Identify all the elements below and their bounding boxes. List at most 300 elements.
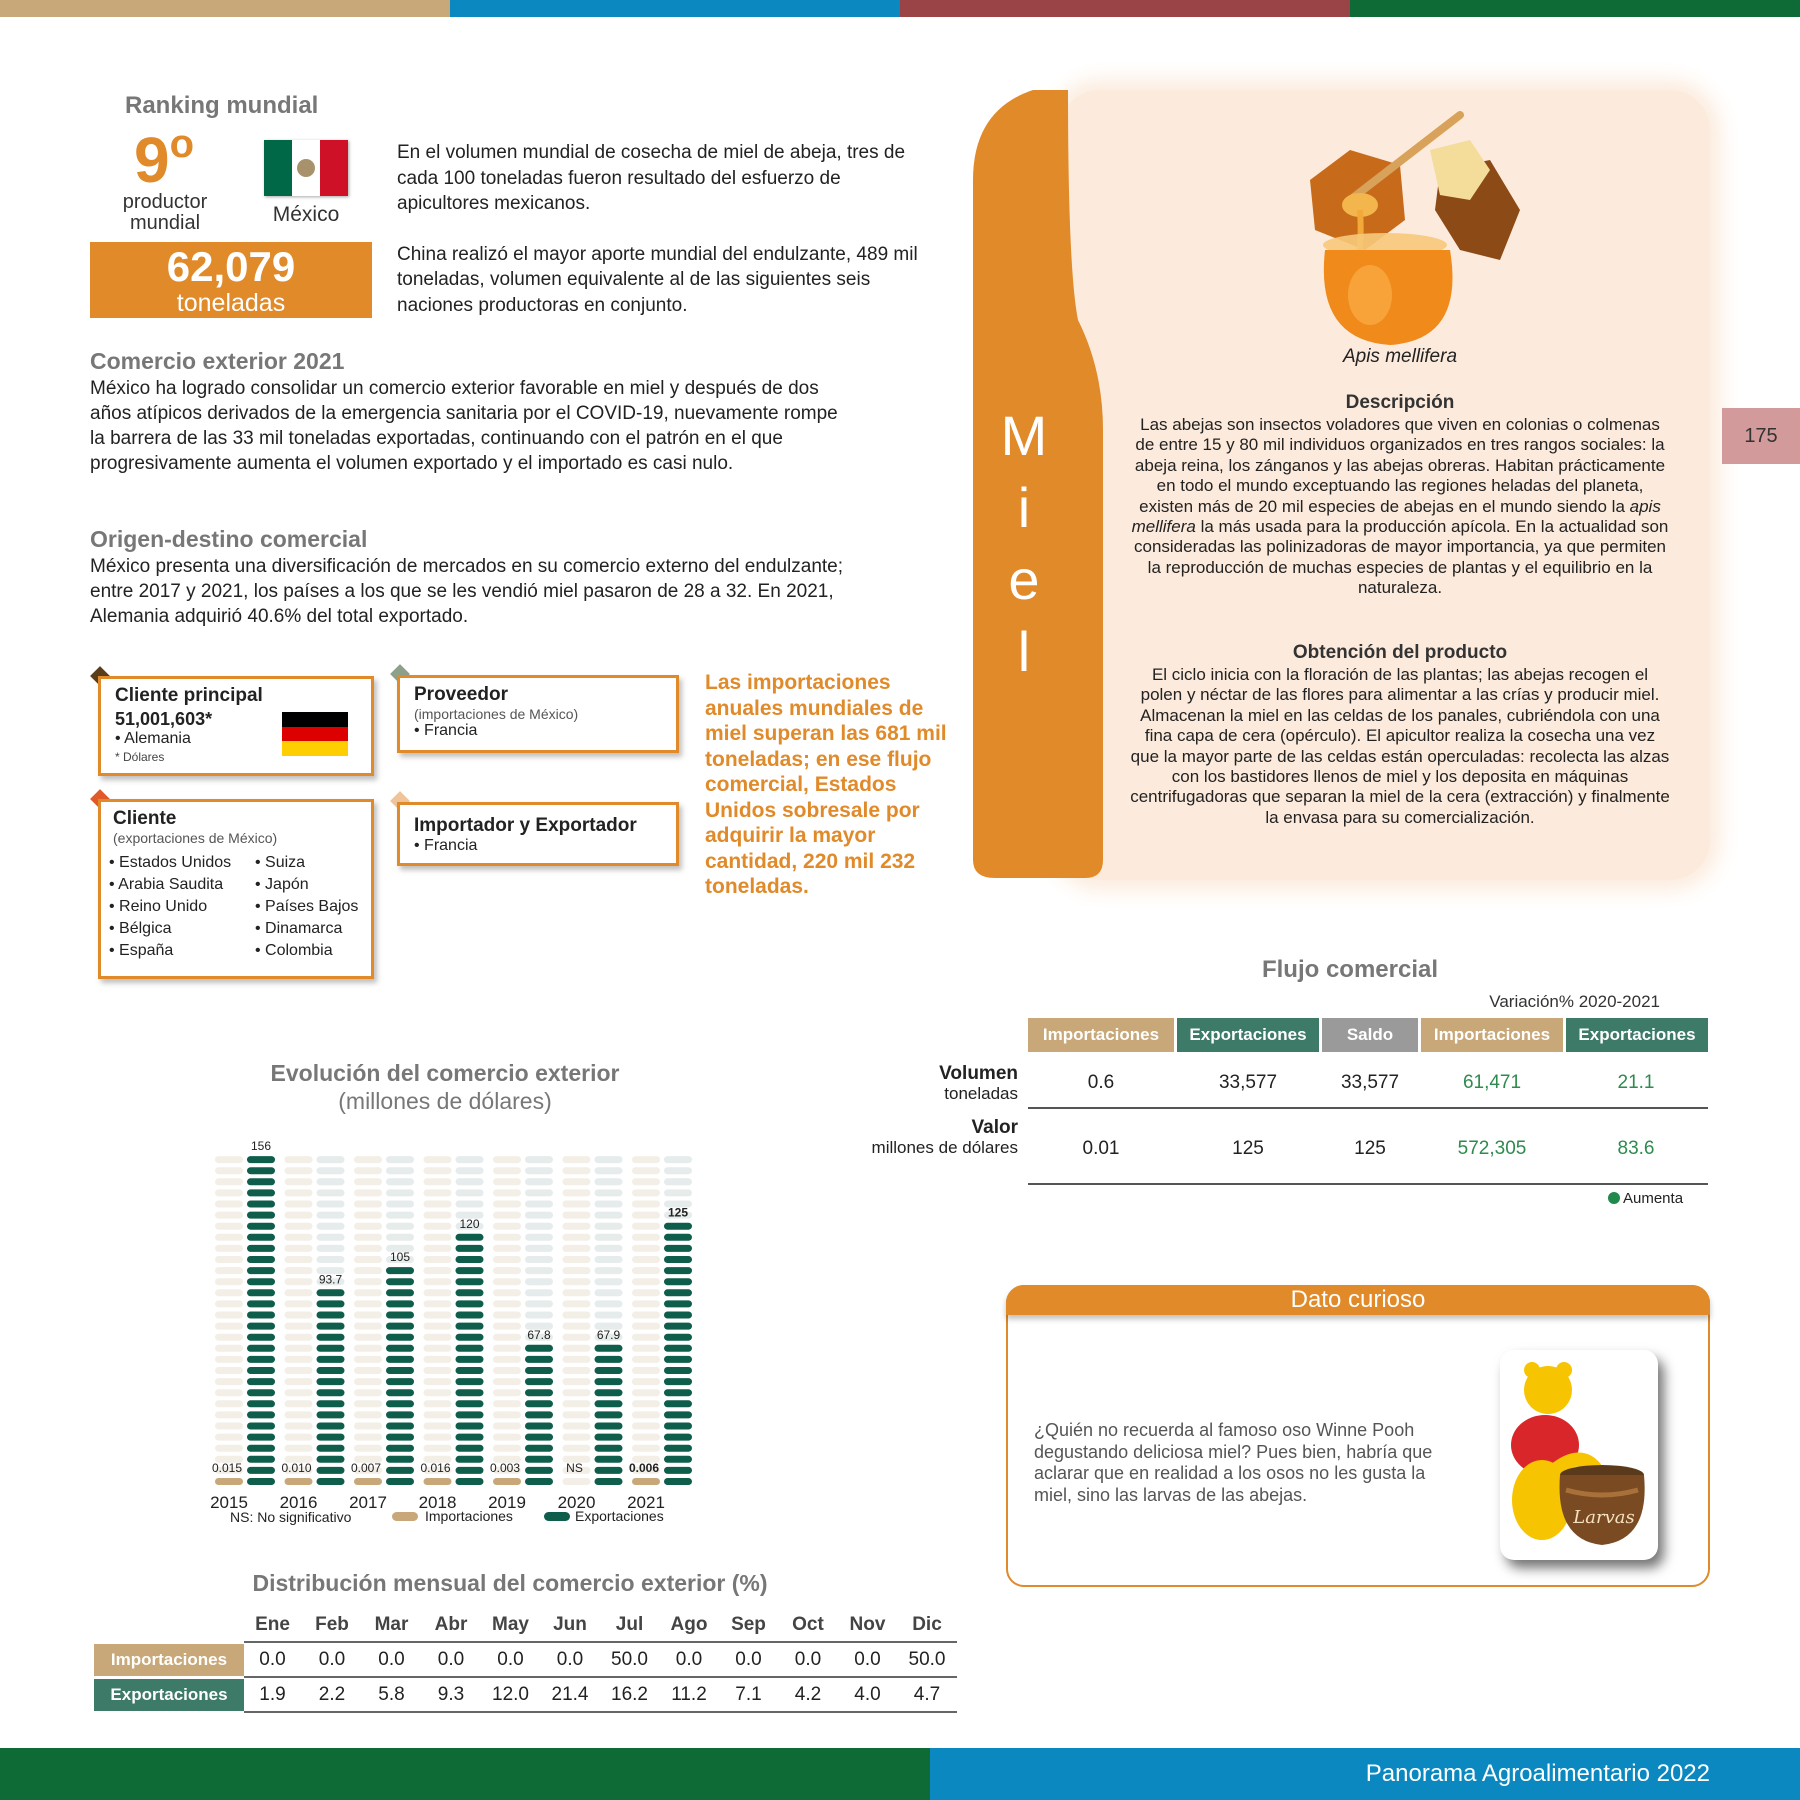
import-pill [632, 1367, 660, 1374]
import-pill [354, 1367, 382, 1374]
export-pill [664, 1256, 692, 1263]
import-pill [493, 1367, 521, 1374]
chart-subtitle: (millones de dólares) [338, 1088, 552, 1114]
export-pill [247, 1300, 275, 1307]
trade-evolution-chart [195, 1128, 715, 1538]
cliente-box [98, 799, 374, 979]
year-label: 2018 [418, 1493, 457, 1512]
export-pill [317, 1434, 345, 1441]
import-pill [563, 1389, 591, 1396]
export-pill [247, 1256, 275, 1263]
strip-blue [450, 0, 900, 17]
export-pill [456, 1378, 484, 1385]
export-pill [317, 1478, 345, 1485]
mensual-cell: 4.0 [854, 1684, 881, 1705]
year-label: 2020 [557, 1493, 596, 1512]
import-pill [285, 1356, 313, 1363]
export-pill [456, 1456, 484, 1463]
export-pill [247, 1334, 275, 1341]
export-pill [317, 1367, 345, 1374]
export-pill [386, 1167, 414, 1174]
flujo-cell: 125 [1232, 1138, 1264, 1159]
import-pill [354, 1245, 382, 1252]
list-item: • Arabia Saudita [109, 876, 224, 893]
chart-title: Evolución del comercio exterior [270, 1060, 620, 1086]
export-pill [317, 1378, 345, 1385]
export-pill [317, 1345, 345, 1352]
import-pill [632, 1300, 660, 1307]
import-pill [632, 1245, 660, 1252]
import-pill [563, 1312, 591, 1319]
import-pill [493, 1178, 521, 1185]
import-pill [493, 1267, 521, 1274]
export-pill [247, 1323, 275, 1330]
cliente-list-1 [109, 852, 255, 962]
import-pill [563, 1278, 591, 1285]
import-pill [354, 1411, 382, 1418]
export-pill [664, 1478, 692, 1485]
export-pill [317, 1456, 345, 1463]
import-pill [285, 1156, 313, 1163]
export-pill [595, 1234, 623, 1241]
import-pill [632, 1345, 660, 1352]
mensual-cell: 4.7 [913, 1684, 941, 1705]
export-pill [456, 1356, 484, 1363]
export-pill [664, 1245, 692, 1252]
import-value-label: 0.010 [281, 1461, 312, 1475]
export-value-label: 120 [459, 1216, 480, 1231]
import-pill [424, 1367, 452, 1374]
import-pill [285, 1312, 313, 1319]
import-pill [354, 1423, 382, 1430]
export-pill [317, 1323, 345, 1330]
export-pill [456, 1323, 484, 1330]
import-pill [493, 1234, 521, 1241]
import-pill [285, 1256, 313, 1263]
list-item: • Estados Unidos [109, 854, 232, 871]
export-pill [247, 1389, 275, 1396]
mensual-divider [244, 1641, 957, 1643]
export-pill [525, 1300, 553, 1307]
export-pill [595, 1423, 623, 1430]
import-pill [424, 1189, 452, 1196]
export-value-label: 93.7 [318, 1272, 343, 1287]
import-pill [563, 1434, 591, 1441]
year-label: 2019 [488, 1493, 526, 1512]
flujo-cell: 0.01 [1082, 1138, 1120, 1159]
import-pill [424, 1356, 452, 1363]
export-pill [525, 1367, 553, 1374]
ranking-position-label: productor mundial [122, 191, 208, 234]
import-pill [285, 1323, 313, 1330]
export-value-label: 67.9 [596, 1327, 621, 1342]
export-pill [386, 1234, 414, 1241]
export-pill [595, 1245, 623, 1252]
export-pill [664, 1278, 692, 1285]
import-pill [563, 1400, 591, 1407]
export-pill [386, 1312, 414, 1319]
list-item: • Países Bajos [255, 898, 359, 915]
import-pill [563, 1178, 591, 1185]
export-pill [386, 1189, 414, 1196]
import-pill [285, 1334, 313, 1341]
import-pill [215, 1445, 243, 1452]
import-pill [632, 1234, 660, 1241]
export-pill [664, 1378, 692, 1385]
ranking-text [397, 140, 927, 318]
export-pill [386, 1356, 414, 1363]
species-name: Apis mellifera [1342, 346, 1458, 367]
export-pill [247, 1434, 275, 1441]
export-pill [247, 1445, 275, 1452]
export-pill [664, 1356, 692, 1363]
import-pill [424, 1223, 452, 1230]
import-pill [215, 1234, 243, 1241]
export-pill [664, 1445, 692, 1452]
import-pill [215, 1400, 243, 1407]
import-pill [354, 1312, 382, 1319]
export-pill [247, 1289, 275, 1296]
import-pill [285, 1434, 313, 1441]
import-pill [354, 1289, 382, 1296]
export-pill [595, 1312, 623, 1319]
export-pill [664, 1312, 692, 1319]
import-pill [354, 1345, 382, 1352]
export-pill [664, 1300, 692, 1307]
mensual-cell: 5.8 [378, 1684, 405, 1705]
export-pill [595, 1201, 623, 1208]
mensual-cell: 7.1 [735, 1684, 762, 1705]
export-pill [595, 1178, 623, 1185]
import-pill [632, 1201, 660, 1208]
green-dot-icon [1608, 1192, 1620, 1204]
chart-note: NS: No significativo [230, 1509, 352, 1525]
month-header: Jul [615, 1614, 644, 1635]
export-pill [386, 1278, 414, 1285]
production-unit: toneladas [176, 289, 286, 317]
export-pill [456, 1300, 484, 1307]
export-value-label: 67.8 [527, 1327, 551, 1342]
import-pill [354, 1445, 382, 1452]
export-pill [317, 1212, 345, 1219]
descripcion-body: Las abejas son insectos voladores que viven en colonias o colmenas de entre 15 y 80 mil individuos organizados en tres rangos sociales: la abeja reina, los zánganos y las abejas obreras. Habitan prácticamente en todo el mundo exceptuando las regiones heladas del planeta, existen más de 20 mil especies de abejas en el mundo siendo la apis mellifera la más usada para la producción apícola. En la actualidad son consideradas las polinizadoras de mayor importancia, ya que permiten la reproducción de muchas especies de plantas y el equilibrio en la naturaleza. [1131, 415, 1669, 598]
import-pill [632, 1411, 660, 1418]
origen-title: Origen-destino comercial [90, 526, 368, 552]
import-pill [632, 1323, 660, 1330]
import-pill [632, 1478, 660, 1485]
import-pill [424, 1289, 452, 1296]
export-pill [456, 1178, 484, 1185]
import-pill [563, 1300, 591, 1307]
import-pill [493, 1356, 521, 1363]
import-pill [215, 1411, 243, 1418]
import-pill [424, 1345, 452, 1352]
import-pill [424, 1300, 452, 1307]
export-pill [525, 1400, 553, 1407]
import-pill [215, 1212, 243, 1219]
import-value-label: 0.006 [628, 1461, 660, 1475]
export-pill [247, 1178, 275, 1185]
export-pill [247, 1478, 275, 1485]
country-label: México [272, 203, 340, 226]
export-pill [247, 1411, 275, 1418]
export-pill [386, 1334, 414, 1341]
export-pill [525, 1389, 553, 1396]
export-pill [595, 1434, 623, 1441]
export-pill [595, 1478, 623, 1485]
export-pill [317, 1423, 345, 1430]
import-pill [285, 1223, 313, 1230]
import-pill [215, 1289, 243, 1296]
export-pill [664, 1167, 692, 1174]
month-header: Nov [849, 1614, 886, 1635]
mensual-row-label: Importaciones [94, 1644, 244, 1676]
import-pill [632, 1167, 660, 1174]
export-pill [595, 1189, 623, 1196]
import-pill [424, 1478, 452, 1485]
import-pill [354, 1201, 382, 1208]
month-header: Abr [434, 1614, 468, 1635]
export-pill [456, 1445, 484, 1452]
honey-jar-image [1290, 110, 1520, 350]
export-pill [595, 1167, 623, 1174]
aumenta-legend: Aumenta [1608, 1190, 1683, 1207]
cliente-list-2 [255, 852, 358, 962]
export-pill [317, 1201, 345, 1208]
import-pill [563, 1223, 591, 1230]
export-pill [664, 1323, 692, 1330]
import-pill [493, 1245, 521, 1252]
month-header: Ago [670, 1614, 708, 1635]
export-pill [595, 1345, 623, 1352]
export-pill [456, 1400, 484, 1407]
import-pill [215, 1178, 243, 1185]
import-pill [632, 1378, 660, 1385]
export-pill [525, 1289, 553, 1296]
export-pill [456, 1278, 484, 1285]
import-pill [493, 1400, 521, 1407]
month-header: Mar [374, 1614, 409, 1635]
export-pill [247, 1312, 275, 1319]
export-pill [456, 1389, 484, 1396]
production-volume-box [90, 242, 372, 318]
import-pill [632, 1312, 660, 1319]
ranking-position: 9$^o$ [134, 122, 195, 196]
export-pill [595, 1467, 623, 1474]
export-pill [595, 1378, 623, 1385]
export-pill [317, 1312, 345, 1319]
export-pill [525, 1189, 553, 1196]
import-pill [285, 1167, 313, 1174]
footer-title: Panorama Agroalimentario 2022 [1365, 1760, 1710, 1787]
flujo-header-exportaciones: Exportaciones [1177, 1018, 1319, 1052]
import-pill [424, 1400, 452, 1407]
list-item: • Dinamarca [255, 920, 343, 937]
export-pill [317, 1467, 345, 1474]
month-header: Ene [255, 1614, 290, 1635]
export-pill [317, 1300, 345, 1307]
import-pill [285, 1345, 313, 1352]
miel-letter: i [1017, 476, 1033, 539]
list-item: • Japón [255, 876, 309, 893]
mensual-cell: 0.0 [378, 1649, 405, 1670]
export-pill [664, 1467, 692, 1474]
export-pill [317, 1356, 345, 1363]
import-pill [424, 1411, 452, 1418]
import-pill [493, 1300, 521, 1307]
export-pill [386, 1201, 414, 1208]
mensual-cell: 0.0 [735, 1649, 762, 1670]
export-pill [456, 1267, 484, 1274]
export-pill [386, 1300, 414, 1307]
export-pill [456, 1167, 484, 1174]
import-pill [215, 1478, 243, 1485]
importador-exportador-country: • Francia [414, 837, 478, 854]
import-pill [285, 1245, 313, 1252]
export-pill [317, 1234, 345, 1241]
dato-curioso-text: ¿Quién no recuerda al famoso oso Winne Pooh degustando deliciosa miel? Pues bien, habría que aclarar que en realidad a los osos no les gusta la miel, sino las larvas de las abejas. [1034, 1420, 1433, 1505]
legend-export-swatch [544, 1512, 570, 1521]
import-pill [632, 1278, 660, 1285]
flujo-divider [1028, 1107, 1708, 1109]
import-pill [424, 1312, 452, 1319]
import-pill [285, 1201, 313, 1208]
year-label: 2021 [627, 1493, 665, 1512]
import-pill [354, 1356, 382, 1363]
flujo-divider [1028, 1183, 1708, 1185]
list-item: • Reino Unido [109, 898, 208, 915]
import-pill [563, 1245, 591, 1252]
export-pill [456, 1245, 484, 1252]
import-pill [285, 1234, 313, 1241]
mensual-divider [244, 1711, 957, 1713]
export-pill [456, 1334, 484, 1341]
top-color-strip [0, 0, 1800, 17]
import-pill [563, 1445, 591, 1452]
export-pill [317, 1167, 345, 1174]
import-pill [563, 1378, 591, 1385]
flujo-title: Flujo comercial [1261, 956, 1439, 983]
export-pill [595, 1300, 623, 1307]
import-pill [354, 1434, 382, 1441]
miel-letter: l [1017, 620, 1033, 683]
strip-tan [0, 0, 450, 17]
flujo-cell: 0.6 [1087, 1072, 1115, 1093]
import-pill [285, 1267, 313, 1274]
import-pill [632, 1289, 660, 1296]
import-pill [215, 1345, 243, 1352]
import-pill [632, 1445, 660, 1452]
import-pill [632, 1334, 660, 1341]
export-pill [525, 1345, 553, 1352]
import-pill [215, 1423, 243, 1430]
import-pill [493, 1389, 521, 1396]
export-pill [664, 1367, 692, 1374]
export-pill [664, 1334, 692, 1341]
import-pill [354, 1478, 382, 1485]
export-pill [664, 1345, 692, 1352]
mensual-cell: 0.0 [259, 1649, 286, 1670]
flujo-row-label-valor: Valor millones de dólares [871, 1117, 1018, 1157]
mensual-cell: 4.2 [794, 1684, 822, 1705]
mensual-cell: 21.4 [551, 1684, 589, 1705]
import-pill [215, 1356, 243, 1363]
proveedor-box [397, 675, 679, 753]
import-pill [285, 1189, 313, 1196]
flujo-cell: 21.1 [1617, 1072, 1655, 1093]
export-pill [247, 1156, 275, 1163]
mexico-flag-icon [264, 140, 348, 196]
ranking-paragraph-2: China realizó el mayor aporte mundial del endulzante, 489 mil toneladas, volumen equivalente al de las siguientes seis naciones productoras en conjunto. [397, 243, 918, 316]
export-pill [247, 1423, 275, 1430]
export-pill [525, 1267, 553, 1274]
import-pill [354, 1256, 382, 1263]
export-pill [525, 1423, 553, 1430]
import-pill [424, 1234, 452, 1241]
descripcion-title: Descripción [1345, 392, 1455, 413]
obtencion-body: El ciclo inicia con la floración de las plantas; las abejas recogen el polen y néctar de las flores para alimentar a las crías y producir miel. Almacenan la miel en las celdas de los panales, cubriéndola con una fina capa de cera (opérculo). El apicultor realiza la cosecha una vez que la mayor parte de las celdas están operculadas: recolecta las alzas con los bastidores llenos de miel y los deposita en máquinas centrifugadoras que separan la miel de la cera (extracción) y finalmente la envasa para su comercialización. [1130, 665, 1670, 827]
mensual-divider [244, 1676, 957, 1678]
export-pill [664, 1234, 692, 1241]
export-pill [386, 1178, 414, 1185]
export-pill [247, 1278, 275, 1285]
flujo-cell: 125 [1354, 1138, 1386, 1159]
export-pill [525, 1312, 553, 1319]
import-pill [493, 1156, 521, 1163]
export-pill [595, 1456, 623, 1463]
origen-body: México presenta una diversificación de mercados en su comercio externo del endulzante; entre 2017 y 2021, los países a los que se les vendió miel pasaron de 28 a 32. En 2021, Alemania adquirió 40.6% del total exportado. [90, 556, 844, 627]
export-pill [386, 1478, 414, 1485]
miel-vertical-title [973, 400, 1077, 688]
mensual-cell: 1.9 [259, 1684, 286, 1705]
export-pill [595, 1156, 623, 1163]
export-pill [525, 1212, 553, 1219]
strip-green [1350, 0, 1800, 17]
import-pill [215, 1267, 243, 1274]
import-value-label: 0.003 [489, 1461, 521, 1475]
import-pill [215, 1323, 243, 1330]
export-pill [456, 1256, 484, 1263]
import-pill [493, 1312, 521, 1319]
export-pill [317, 1189, 345, 1196]
cliente-principal-title: Cliente principal [115, 685, 263, 706]
import-pill [354, 1189, 382, 1196]
import-pill [632, 1423, 660, 1430]
import-pill [285, 1278, 313, 1285]
flujo-cell: 572,305 [1457, 1138, 1527, 1159]
import-pill [493, 1256, 521, 1263]
import-pill [493, 1411, 521, 1418]
import-pill [215, 1167, 243, 1174]
export-pill [247, 1378, 275, 1385]
proveedor-title: Proveedor [414, 684, 508, 705]
export-pill [386, 1456, 414, 1463]
export-pill [525, 1445, 553, 1452]
export-pill [525, 1478, 553, 1485]
export-pill [247, 1456, 275, 1463]
import-pill [215, 1312, 243, 1319]
export-pill [456, 1434, 484, 1441]
cliente-principal-note: * Dólares [115, 750, 165, 764]
import-pill [354, 1234, 382, 1241]
import-pill [215, 1278, 243, 1285]
export-pill [247, 1356, 275, 1363]
export-pill [247, 1245, 275, 1252]
import-pill [215, 1201, 243, 1208]
export-pill [456, 1201, 484, 1208]
mensual-row-label: Exportaciones [94, 1679, 244, 1711]
import-pill [632, 1189, 660, 1196]
